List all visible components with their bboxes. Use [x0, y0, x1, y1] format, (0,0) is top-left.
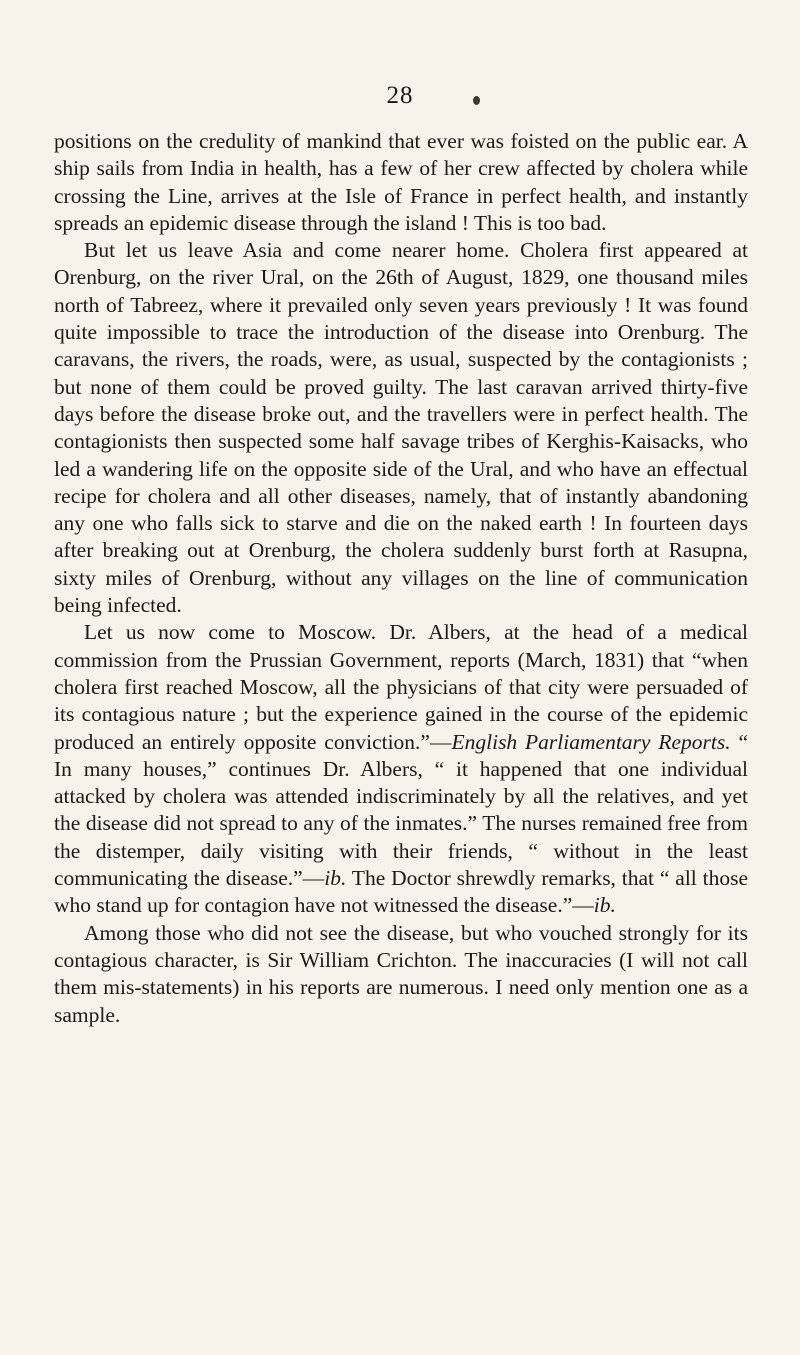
- paragraph: [54, 128, 748, 237]
- text-segment: positions on the credulity of mankind that ever was foisted on the public ear. A ship sails from India in health, has a few of her crew affected by cholera while crossing the Line, arrives at the Isle of France in perfect health, and instantly spreads an epidemic disease through the island ! This is too bad.: [54, 129, 748, 235]
- ink-speck: [473, 96, 480, 105]
- text-segment: The Doctor shrewdly remarks, that “ all those who stand up for contagion have not witnessed the disease.”—: [54, 866, 749, 918]
- italic-citation: ib.: [593, 893, 616, 918]
- italic-citation: English Parliamentary Reports.: [451, 729, 731, 754]
- text-segment: “ In many houses,” continues Dr. Albers, “ it happened that one individual attacked by cholera was attended indiscriminately by all the relatives, and yet the disease did not spread to any of the inmates.” The nurses remained free from the distemper, daily visiting with their friends, “ without in the least communicating the disease.”—: [54, 729, 749, 891]
- text-segment: Among those who did not see the disease, but who vouched strongly for its contagious character, is Sir William Crichton. The inaccuracies (I will not call them mis-statements) in his reports are numerous. I need only mention one as a sample.: [54, 920, 748, 1027]
- paragraph: [54, 619, 748, 919]
- paragraph: [54, 920, 748, 1029]
- text-segment: But let us leave Asia and come nearer home. Cholera first appeared at Orenburg, on the river Ural, on the 26th of August, 1829, one thousand miles north of Tabreez, where it prevailed only seven years previously ! It was found quite impossible to trace the introduction of the disease into Orenburg. The caravans, the rivers, the roads, were, as usual, suspected by the contagionists ; but none of them could be proved guilty. The last caravan arrived thirty-five days before the disease broke out, and the travellers were in perfect health. The contagionists then suspected some half savage tribes of Kerghis-Kaisacks, who led a wandering life on the opposite side of the Ural, and who have an effectual recipe for cholera and all other diseases, namely, that of instantly abandoning any one who falls sick to starve and die on the naked earth ! In fourteen days after breaking out at Orenburg, the cholera suddenly burst forth at Rasupna, sixty miles of Orenburg, without any villages on the line of communication being infected.: [54, 238, 748, 618]
- text-segment: Let us now come to Moscow. Dr. Albers, at the head of a medical commission from the Prussian Government, reports (March, 1831) that “when cholera first reached Moscow, all the physicians of that city were persuaded of its contagious nature ; but the experience gained in the course of the epidemic produced an entirely opposite conviction.”—: [54, 620, 748, 754]
- paragraph: [54, 237, 748, 619]
- page-number: 28: [386, 82, 414, 109]
- body-text: [54, 128, 748, 1029]
- italic-citation: ib.: [324, 866, 347, 891]
